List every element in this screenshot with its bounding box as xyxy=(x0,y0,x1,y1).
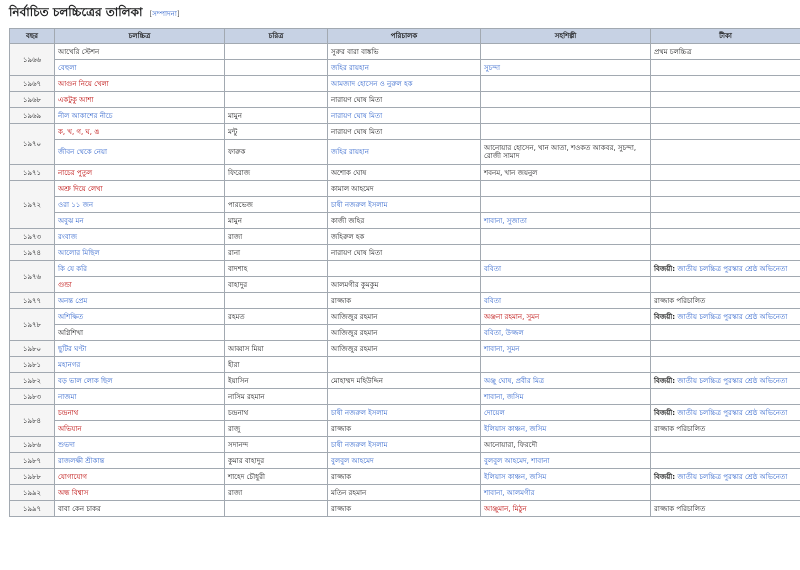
table-row xyxy=(10,405,800,421)
director-cell[interactable]: জহির রায়হান xyxy=(328,60,481,76)
director-cell[interactable]: আমজাদ হোসেন ও নুরুল হক xyxy=(328,76,481,92)
film-cell[interactable]: অশিক্ষিত xyxy=(55,309,225,325)
award-label: বিজয়ী: xyxy=(654,376,676,385)
director-cell: কাজী জহির xyxy=(328,213,481,229)
year-cell: ১৯৭৭ xyxy=(10,293,55,309)
table-row xyxy=(10,140,800,165)
role-cell: রাজু xyxy=(225,421,328,437)
director-cell: জহিরুল হক xyxy=(328,229,481,245)
role-cell xyxy=(225,92,328,108)
table-row xyxy=(10,437,800,453)
note-cell xyxy=(651,76,800,92)
role-cell: কুমার বাহাদুর xyxy=(225,453,328,469)
costars-cell[interactable]: ইলিয়াস কাঞ্চন, জসিম xyxy=(481,421,651,437)
note-cell xyxy=(651,213,800,229)
table-row xyxy=(10,245,800,261)
director-cell[interactable]: চাষী নজরুল ইসলাম xyxy=(328,437,481,453)
role-cell: রাজা xyxy=(225,485,328,501)
edit-link[interactable]: সম্পাদনা xyxy=(152,10,177,18)
table-row xyxy=(10,341,800,357)
note-cell xyxy=(651,60,800,76)
table-row xyxy=(10,261,800,277)
note-cell xyxy=(651,277,800,293)
year-cell: ১৯৯২ xyxy=(10,485,55,501)
role-cell: সদানন্দ xyxy=(225,437,328,453)
costars-cell xyxy=(481,124,651,140)
year-cell: ১৯৮০ xyxy=(10,341,55,357)
costars-cell xyxy=(481,277,651,293)
role-cell: মামুন xyxy=(225,213,328,229)
film-cell[interactable]: বড় ভাল লোক ছিল xyxy=(55,373,225,389)
award-label: বিজয়ী: xyxy=(654,472,676,481)
note-cell xyxy=(651,165,800,181)
role-cell xyxy=(225,501,328,517)
note-cell xyxy=(651,405,800,421)
year-cell: ১৯৯৭ xyxy=(10,501,55,517)
note-cell xyxy=(651,92,800,108)
costars-cell[interactable]: ববিতা xyxy=(481,261,651,277)
table-row xyxy=(10,421,800,437)
table-row xyxy=(10,108,800,124)
director-cell: রাজ্জাক xyxy=(328,469,481,485)
table-header-row xyxy=(10,29,800,44)
costars-cell[interactable]: ববিতা xyxy=(481,293,651,309)
year-cell: ১৯৭৩ xyxy=(10,229,55,245)
year-cell: ১৯৬৬ xyxy=(10,44,55,76)
role-cell xyxy=(225,293,328,309)
film-cell: অগ্নিশিখা xyxy=(55,325,225,341)
director-cell: আলমগীর কুমকুম xyxy=(328,277,481,293)
note-cell xyxy=(651,341,800,357)
role-cell xyxy=(225,44,328,60)
year-cell: ১৯৬৮ xyxy=(10,92,55,108)
year-cell: ১৯৮৮ xyxy=(10,469,55,485)
note-cell xyxy=(651,245,800,261)
note-cell xyxy=(651,485,800,501)
director-cell: রাজ্জাক xyxy=(328,421,481,437)
role-cell: মন্টু xyxy=(225,124,328,140)
costars-cell[interactable]: সুচন্দা xyxy=(481,60,651,76)
director-cell[interactable]: চাষী নজরুল ইসলাম xyxy=(328,405,481,421)
col-year[interactable]: বছর xyxy=(10,29,55,44)
role-cell: চন্দ্রনাথ xyxy=(225,405,328,421)
table-row xyxy=(10,485,800,501)
year-cell: ১৯৬৯ xyxy=(10,108,55,124)
director-cell: অশোক ঘোষ xyxy=(328,165,481,181)
table-row xyxy=(10,124,800,140)
award-link[interactable]: জাতীয় চলচ্চিত্র পুরস্কার শ্রেষ্ঠ অভিনেতা xyxy=(677,264,788,273)
director-cell: মোহাম্মদ মহিউদ্দিন xyxy=(328,373,481,389)
director-cell: আজিজুর রহমান xyxy=(328,341,481,357)
role-cell xyxy=(225,181,328,197)
table-row xyxy=(10,76,800,92)
year-cell: ১৯৭৪ xyxy=(10,245,55,261)
year-cell: ১৯৬৭ xyxy=(10,76,55,92)
film-cell: বাবা কেন চাকর xyxy=(55,501,225,517)
costars-cell xyxy=(481,197,651,213)
costars-cell: শবনম, খান জয়নুল xyxy=(481,165,651,181)
director-cell xyxy=(328,261,481,277)
director-cell: নারায়ণ ঘোষ মিতা xyxy=(328,92,481,108)
note-cell: রাজ্জাক পরিচালিত xyxy=(651,293,800,309)
note-cell xyxy=(651,453,800,469)
year-cell: ১৯৮১ xyxy=(10,357,55,373)
director-cell xyxy=(328,389,481,405)
film-cell[interactable]: বেহুলা xyxy=(55,60,225,76)
section-title: নির্বাচিত চলচ্চিত্রের তালিকা xyxy=(9,5,143,19)
role-cell: রানা xyxy=(225,245,328,261)
costars-cell[interactable]: ইলিয়াস কাঞ্চন, জসিম xyxy=(481,469,651,485)
director-cell[interactable]: নারায়ণ ঘোষ মিতা xyxy=(328,108,481,124)
col-role[interactable]: চরিত্র xyxy=(225,29,328,44)
film-cell[interactable]: ক, খ, গ, ঘ, ঙ xyxy=(55,124,225,140)
year-cell: ১৯৮২ xyxy=(10,373,55,389)
costars-cell xyxy=(481,76,651,92)
note-cell xyxy=(651,140,800,165)
film-cell[interactable]: গুন্ডা xyxy=(55,277,225,293)
year-cell: ১৯৭২ xyxy=(10,181,55,229)
director-cell: মতিন রহমান xyxy=(328,485,481,501)
table-row xyxy=(10,325,800,341)
film-cell[interactable]: মহানগর xyxy=(55,357,225,373)
role-cell xyxy=(225,76,328,92)
table-row xyxy=(10,92,800,108)
costars-cell xyxy=(481,181,651,197)
table-row xyxy=(10,501,800,517)
director-cell[interactable]: জহির রায়হান xyxy=(328,140,481,165)
table-row xyxy=(10,181,800,197)
film-cell[interactable]: আলোর মিছিল xyxy=(55,245,225,261)
film-cell: আখেরি স্টেশন xyxy=(55,44,225,60)
director-cell: রাজ্জাক xyxy=(328,293,481,309)
costars-cell[interactable]: দোয়েল xyxy=(481,405,651,421)
costars-cell xyxy=(481,108,651,124)
director-cell: নারায়ণ ঘোষ মিতা xyxy=(328,124,481,140)
film-cell[interactable]: নাচের পুতুল xyxy=(55,165,225,181)
director-cell[interactable]: চাষী নজরুল ইসলাম xyxy=(328,197,481,213)
section-heading xyxy=(9,4,180,24)
award-link[interactable]: জাতীয় চলচ্চিত্র পুরস্কার শ্রেষ্ঠ অভিনেতা xyxy=(677,312,788,321)
film-cell[interactable]: একটুকু আশা xyxy=(55,92,225,108)
director-cell: আজিজুর রহমান xyxy=(328,309,481,325)
role-cell: বাদশাহ xyxy=(225,261,328,277)
col-note[interactable]: টীকা xyxy=(651,29,800,44)
year-cell: ১৯৮৪ xyxy=(10,405,55,437)
table-row xyxy=(10,309,800,325)
director-cell: নারায়ণ ঘোষ মিতা xyxy=(328,245,481,261)
director-cell xyxy=(328,357,481,373)
table-body xyxy=(10,44,800,517)
role-cell: ফিরোজ xyxy=(225,165,328,181)
note-cell: রাজ্জাক পরিচালিত xyxy=(651,421,800,437)
award-link[interactable]: জাতীয় চলচ্চিত্র পুরস্কার শ্রেষ্ঠ অভিনেতা xyxy=(677,408,788,417)
costars-cell: আনোয়ার হোসেন, খান আতা, শওকত আকবর, সুচন্দা, রোজী সামাদ xyxy=(481,140,651,165)
role-cell: বাহাদুর xyxy=(225,277,328,293)
edit-section: [সম্পাদনা] xyxy=(149,10,180,18)
role-cell: হীরা xyxy=(225,357,328,373)
year-cell: ১৯৮৬ xyxy=(10,437,55,453)
role-cell: রহমত xyxy=(225,309,328,325)
role-cell: শাহেদ চৌধুরী xyxy=(225,469,328,485)
film-cell[interactable]: রাজলক্ষী শ্রীকান্ত xyxy=(55,453,225,469)
role-cell: রাজা xyxy=(225,229,328,245)
award-label: বিজয়ী: xyxy=(654,408,676,417)
costars-cell[interactable]: শাবানা, সুজাতা xyxy=(481,213,651,229)
director-cell: আজিজুর রহমান xyxy=(328,325,481,341)
role-cell xyxy=(225,325,328,341)
col-costars[interactable]: সহশিল্পী xyxy=(481,29,651,44)
note-cell xyxy=(651,389,800,405)
note-cell xyxy=(651,437,800,453)
note-cell xyxy=(651,197,800,213)
table-row xyxy=(10,60,800,76)
year-cell: ১৯৭১ xyxy=(10,165,55,181)
costars-cell[interactable]: অঞ্জু ঘোষ, প্রবীর মিত্র xyxy=(481,373,651,389)
costars-cell[interactable]: ববিতা, উজ্জল xyxy=(481,325,651,341)
film-cell[interactable]: অন্ধ বিশ্বাস xyxy=(55,485,225,501)
table-row xyxy=(10,197,800,213)
table-row xyxy=(10,453,800,469)
role-cell: পারভেজ xyxy=(225,197,328,213)
role-cell: নাসিম রহমান xyxy=(225,389,328,405)
role-cell: ফারুক xyxy=(225,140,328,165)
note-cell xyxy=(651,108,800,124)
note-cell xyxy=(651,229,800,245)
film-cell[interactable]: চন্দ্রনাথ xyxy=(55,405,225,421)
note-cell xyxy=(651,373,800,389)
role-cell: মামুন xyxy=(225,108,328,124)
film-cell[interactable]: নাজমা xyxy=(55,389,225,405)
note-cell xyxy=(651,261,800,277)
costars-cell xyxy=(481,44,651,60)
table-row xyxy=(10,229,800,245)
film-cell[interactable]: কি যে করি xyxy=(55,261,225,277)
film-cell[interactable]: অনন্ত প্রেম xyxy=(55,293,225,309)
table-row xyxy=(10,373,800,389)
table-row xyxy=(10,293,800,309)
director-cell: রাজ্জাক xyxy=(328,501,481,517)
film-cell[interactable]: নীল আকাশের নীচে xyxy=(55,108,225,124)
award-label: বিজয়ী: xyxy=(654,264,676,273)
costars-cell[interactable]: বুলবুল আহমেদ, শাবানা xyxy=(481,453,651,469)
filmography-table xyxy=(9,28,800,517)
film-cell[interactable]: ছুটির ঘণ্টা xyxy=(55,341,225,357)
costars-cell[interactable]: শাবানা, সুমন xyxy=(481,341,651,357)
costars-cell xyxy=(481,357,651,373)
film-cell[interactable]: শুভদা xyxy=(55,437,225,453)
note-cell xyxy=(651,181,800,197)
note-cell: প্রথম চলচ্চিত্র xyxy=(651,44,800,60)
costars-cell[interactable]: শাবানা, জসিম xyxy=(481,389,651,405)
award-label: বিজয়ী: xyxy=(654,312,676,321)
costars-cell xyxy=(481,92,651,108)
table-row xyxy=(10,165,800,181)
film-cell[interactable]: অশ্রু দিয়ে লেখা xyxy=(55,181,225,197)
award-link[interactable]: জাতীয় চলচ্চিত্র পুরস্কার শ্রেষ্ঠ অভিনেতা xyxy=(677,472,788,481)
year-cell: ১৯৭০ xyxy=(10,124,55,165)
costars-cell[interactable]: অঞ্জনা রহমান, সুমন xyxy=(481,309,651,325)
costars-cell[interactable]: শাবানা, আলমগীর xyxy=(481,485,651,501)
costars-cell xyxy=(481,229,651,245)
film-cell[interactable]: অভিযান xyxy=(55,421,225,437)
costars-cell xyxy=(481,245,651,261)
table-row xyxy=(10,213,800,229)
costars-cell[interactable]: আঞ্জুমান, মিঠুন xyxy=(481,501,651,517)
role-cell: ইয়াসিন xyxy=(225,373,328,389)
director-cell: সুরুর বারা বাঙ্কভি xyxy=(328,44,481,60)
table-row xyxy=(10,277,800,293)
role-cell xyxy=(225,60,328,76)
note-cell xyxy=(651,325,800,341)
costars-cell: আনোয়ারা, ফিরদৌ xyxy=(481,437,651,453)
film-cell[interactable]: ওরা ১১ জন xyxy=(55,197,225,213)
col-film[interactable]: চলচ্চিত্র xyxy=(55,29,225,44)
film-cell[interactable]: আগুন নিয়ে খেলা xyxy=(55,76,225,92)
film-cell[interactable]: যোগাযোগ xyxy=(55,469,225,485)
role-cell: আব্বাস মিয়া xyxy=(225,341,328,357)
note-cell xyxy=(651,357,800,373)
note-cell xyxy=(651,124,800,140)
col-director[interactable]: পরিচালক xyxy=(328,29,481,44)
film-cell[interactable]: জীবন থেকে নেয়া xyxy=(55,140,225,165)
year-cell: ১৯৮৭ xyxy=(10,453,55,469)
note-cell xyxy=(651,309,800,325)
year-cell: ১৯৮৩ xyxy=(10,389,55,405)
film-cell[interactable]: রংবাজ xyxy=(55,229,225,245)
note-cell xyxy=(651,469,800,485)
director-cell[interactable]: বুলবুল আহমেদ xyxy=(328,453,481,469)
year-cell: ১৯৭৮ xyxy=(10,309,55,341)
table-row xyxy=(10,357,800,373)
table-row xyxy=(10,389,800,405)
director-cell: কামাল আহমেদ xyxy=(328,181,481,197)
note-cell: রাজ্জাক পরিচালিত xyxy=(651,501,800,517)
table-row xyxy=(10,44,800,60)
table-row xyxy=(10,469,800,485)
year-cell: ১৯৭৬ xyxy=(10,261,55,293)
award-link[interactable]: জাতীয় চলচ্চিত্র পুরস্কার শ্রেষ্ঠ অভিনেতা xyxy=(677,376,788,385)
film-cell[interactable]: অবুঝ মন xyxy=(55,213,225,229)
